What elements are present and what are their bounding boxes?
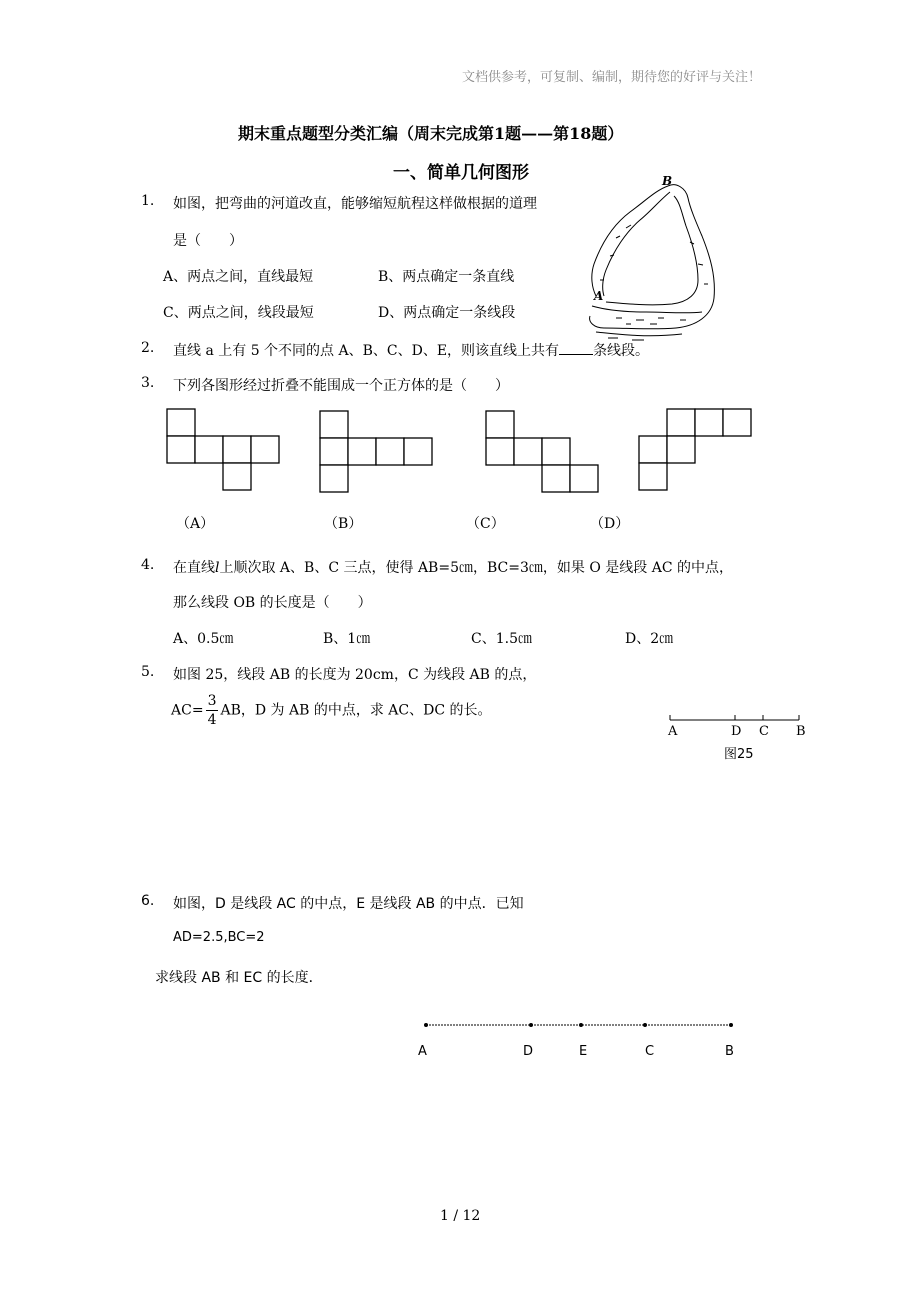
q5-fraction <box>206 694 219 727</box>
q6-text-line2: AD=2.5,BC=2 <box>173 930 265 945</box>
q6-label-b: B <box>725 1044 734 1059</box>
q4-option-c: C、1.5㎝ <box>471 631 532 647</box>
q6-text-line1: 如图，D 是线段 AC 的中点，E 是线段 AB 的中点．已知 <box>173 896 524 912</box>
q6-segment-figure <box>412 1018 742 1062</box>
page-number: 1 / 12 <box>440 1208 481 1224</box>
q5-ac-prefix: AC= <box>171 702 204 719</box>
q4-line-var: l <box>215 560 220 576</box>
fig25-label-b: B <box>796 724 806 739</box>
q6-number: 6. <box>141 893 155 909</box>
fig25-label-d: D <box>731 724 742 739</box>
section-title: 一、简单几何图形 <box>393 163 529 183</box>
q3-label-b: （B） <box>324 516 363 532</box>
q3-label-c: （C） <box>466 516 505 532</box>
fig25-segment <box>668 712 808 762</box>
q2-answer-blank[interactable] <box>559 342 593 355</box>
q6-label-e: E <box>579 1044 588 1059</box>
q3-text: 下列各图形经过折叠不能围成一个正方体的是（ ） <box>173 378 509 394</box>
q6-label-a: A <box>418 1044 427 1059</box>
fig25-label-a: A <box>668 724 678 739</box>
q6-label-c: C <box>645 1044 655 1059</box>
cube-net-c <box>485 410 599 494</box>
q4-option-b: B、1㎝ <box>323 631 371 647</box>
fig25-label-c: C <box>759 724 769 739</box>
cube-net-a <box>166 408 280 492</box>
q4-text-pre: 在直线 <box>173 560 215 576</box>
q5-number: 5. <box>141 664 155 680</box>
q5-text-line2 <box>171 694 492 727</box>
q2-text-before: 直线 a 上有 5 个不同的点 A、B、C、D、E，则该直线上共有 <box>173 343 560 359</box>
q4-option-d: D、2㎝ <box>625 631 674 647</box>
q5-frac-denominator: 4 <box>207 712 217 728</box>
q2-number: 2. <box>141 340 155 356</box>
q5-text-line2-rest: AB，D 为 AB 的中点，求 AC、DC 的长。 <box>220 702 492 719</box>
q5-frac-numerator: 3 <box>207 693 217 709</box>
q2-text <box>173 340 649 360</box>
q1-text-line2: 是（ ） <box>173 233 243 249</box>
river-label-a: A <box>594 289 604 303</box>
q5-text-line1: 如图 25，线段 AB 的长度为 20cm，C 为线段 AB 的点， <box>173 667 537 683</box>
q1-option-d: D、两点确定一条线段 <box>378 305 516 321</box>
fig25-caption: 图25 <box>724 747 754 762</box>
q1-option-a: A、两点之间，直线最短 <box>163 269 314 285</box>
q4-text-line2: 那么线段 OB 的长度是（ ） <box>173 595 372 611</box>
q1-number: 1. <box>141 193 155 209</box>
q4-text-line1 <box>173 557 733 577</box>
q4-number: 4. <box>141 557 155 573</box>
header-note: 文档供参考，可复制、编制，期待您的好评与关注！ <box>462 70 762 85</box>
q1-option-b: B、两点确定一条直线 <box>378 269 515 285</box>
q4-text-post: 上顺次取 A、B、C 三点，使得 AB=5㎝，BC=3㎝，如果 O 是线段 AC 的中点， <box>219 560 733 576</box>
q6-text-line3: 求线段 AB 和 EC 的长度． <box>155 970 323 986</box>
river-label-b: B <box>662 174 673 188</box>
cube-net-d <box>638 408 752 492</box>
q2-text-after: 条线段。 <box>593 343 650 359</box>
river-figure <box>586 172 726 342</box>
q4-option-a: A、0.5㎝ <box>173 631 234 647</box>
q3-number: 3. <box>141 375 155 391</box>
q3-label-a: （A） <box>176 516 215 532</box>
cube-net-b <box>319 410 433 494</box>
q1-option-c: C、两点之间，线段最短 <box>163 305 314 321</box>
q3-label-d: （D） <box>590 516 630 532</box>
page-title: 期末重点题型分类汇编（周末完成第1题——第18题） <box>238 124 624 143</box>
q1-text-line1: 如图，把弯曲的河道改直，能够缩短航程这样做根据的道理 <box>173 196 537 212</box>
q6-label-d: D <box>523 1044 534 1059</box>
